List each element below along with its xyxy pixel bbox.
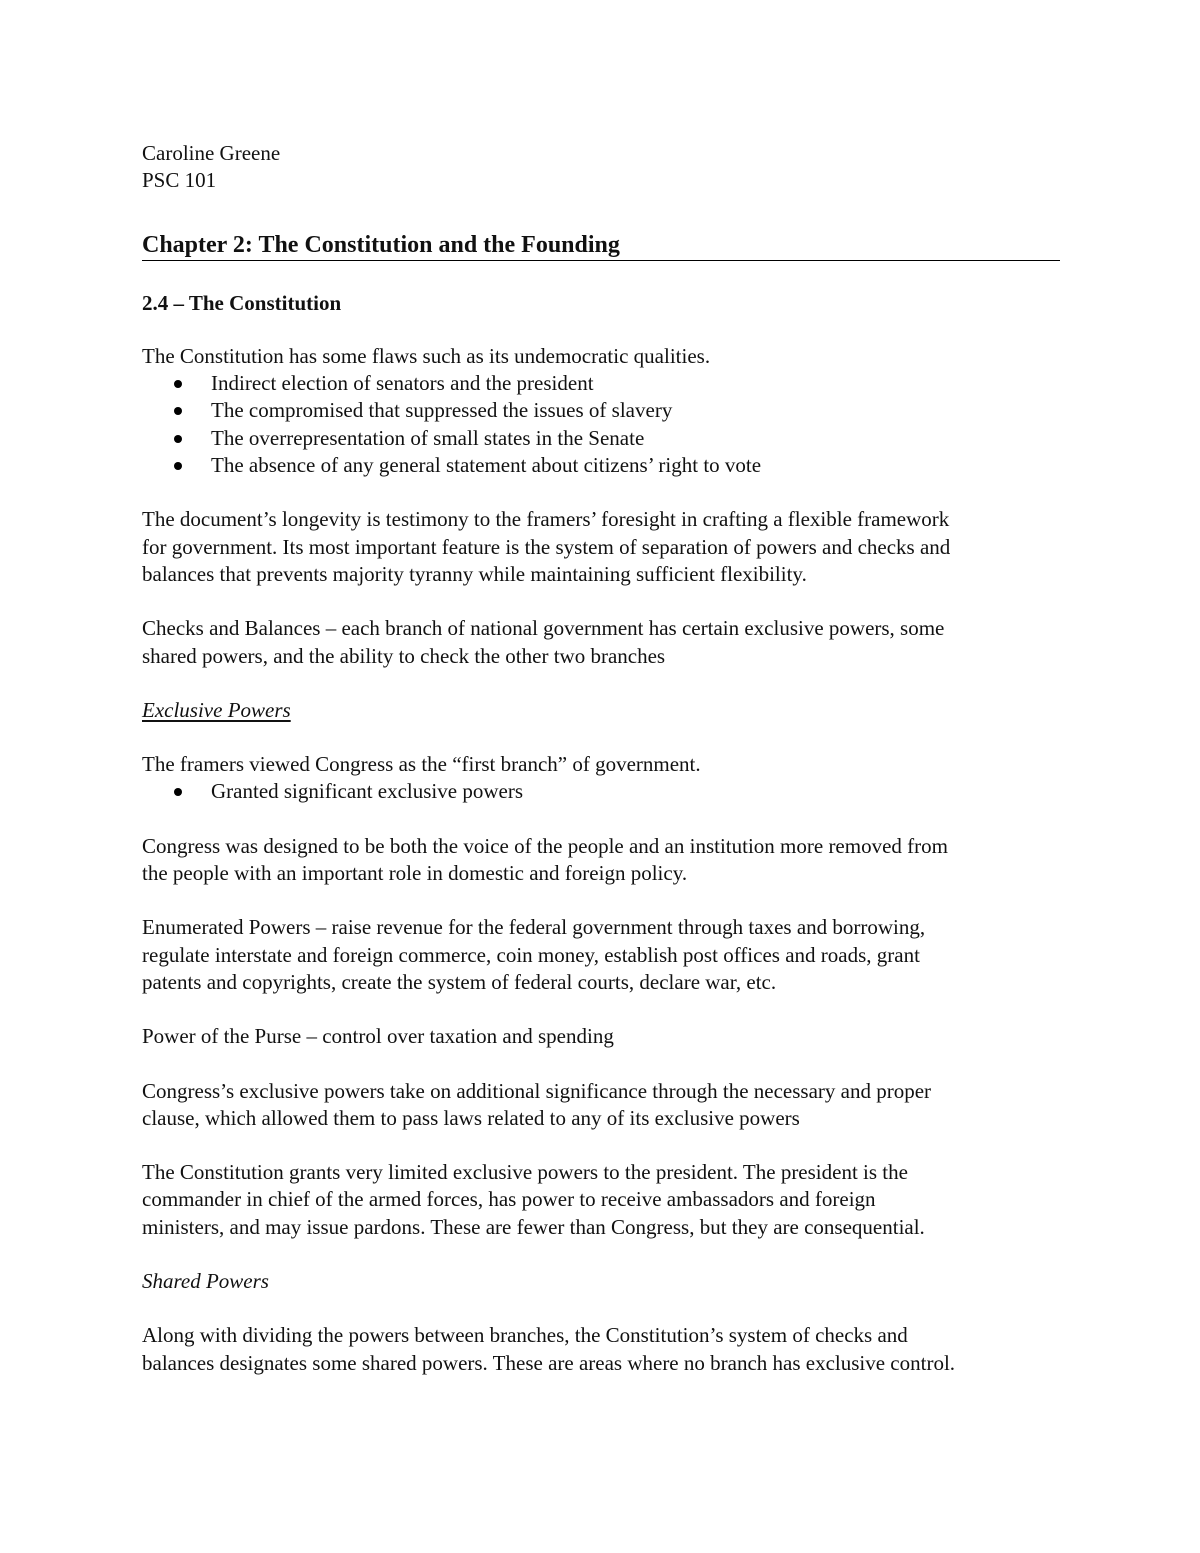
- paragraph-line: Power of the Purse – control over taxation and spending: [142, 1024, 614, 1049]
- shared-powers-paragraph: [142, 1322, 1060, 1377]
- paragraph-line: balances that prevents majority tyranny while maintaining sufficient flexibility.: [142, 561, 807, 586]
- chapter-title: Chapter 2: The Constitution and the Founding: [142, 230, 1060, 261]
- course-code: PSC 101: [142, 168, 217, 193]
- paragraph-line: Congress was designed to be both the voice of the people and an institution more removed from: [142, 833, 948, 858]
- paragraph-line: The Constitution grants very limited exclusive powers to the president. The president is the: [142, 1160, 908, 1185]
- paragraph-line: for government. Its most important feature is the system of separation of powers and checks and: [142, 534, 951, 559]
- paragraph-line: commander in chief of the armed forces, has power to receive ambassadors and foreign: [142, 1187, 876, 1212]
- longevity-paragraph: [142, 506, 1060, 588]
- paragraph-line: patents and copyrights, create the system of federal courts, declare war, etc.: [142, 969, 777, 994]
- list-item: Indirect election of senators and the president: [142, 370, 1060, 397]
- paragraph-line: Congress’s exclusive powers take on additional significance through the necessary and proper: [142, 1078, 932, 1103]
- paragraph-line: Enumerated Powers – raise revenue for the federal government through taxes and borrowing,: [142, 915, 926, 940]
- paragraph-line: The document’s longevity is testimony to the framers’ foresight in crafting a flexible framework: [142, 507, 950, 532]
- list-item: Granted significant exclusive powers: [142, 778, 1060, 805]
- congress-voice-paragraph: [142, 833, 1060, 888]
- flaws-list: [142, 370, 1060, 479]
- first-branch-paragraph: [142, 751, 1060, 778]
- exclusive-powers-heading: Exclusive Powers: [142, 697, 291, 722]
- intro-paragraph: [142, 343, 1060, 370]
- shared-powers-heading-block: [142, 1268, 1060, 1295]
- first-branch-list: [142, 778, 1060, 805]
- section-title: 2.4 – The Constitution: [142, 290, 342, 315]
- enumerated-powers-paragraph: [142, 914, 1060, 996]
- document-page: [142, 140, 1060, 1377]
- list-item: The absence of any general statement about citizens’ right to vote: [142, 452, 1060, 479]
- list-item: The compromised that suppressed the issues of slavery: [142, 397, 1060, 424]
- paragraph-line: ministers, and may issue pardons. These are fewer than Congress, but they are consequential.: [142, 1214, 925, 1239]
- paragraph-line: shared powers, and the ability to check the other two branches: [142, 643, 666, 668]
- necessary-proper-paragraph: [142, 1078, 1060, 1133]
- shared-powers-heading: Shared Powers: [142, 1269, 269, 1294]
- paragraph-line: clause, which allowed them to pass laws related to any of its exclusive powers: [142, 1105, 800, 1130]
- intro-line: The Constitution has some flaws such as its undemocratic qualities.: [142, 343, 711, 368]
- paragraph-line: balances designates some shared powers. These are areas where no branch has exclusive control.: [142, 1350, 956, 1375]
- paragraph-line: The framers viewed Congress as the “first branch” of government.: [142, 752, 701, 777]
- power-of-purse-paragraph: [142, 1023, 1060, 1050]
- paragraph-line: the people with an important role in domestic and foreign policy.: [142, 861, 688, 886]
- paragraph-line: Along with dividing the powers between branches, the Constitution’s system of checks and: [142, 1323, 908, 1348]
- checks-paragraph: [142, 615, 1060, 670]
- paragraph-line: regulate interstate and foreign commerce, coin money, establish post offices and roads, grant: [142, 942, 920, 967]
- list-item: The overrepresentation of small states in the Senate: [142, 425, 1060, 452]
- exclusive-powers-heading-block: [142, 697, 1060, 724]
- president-powers-paragraph: [142, 1159, 1060, 1241]
- author-name: Caroline Greene: [142, 141, 281, 165]
- paragraph-line: Checks and Balances – each branch of national government has certain exclusive powers, some: [142, 616, 945, 641]
